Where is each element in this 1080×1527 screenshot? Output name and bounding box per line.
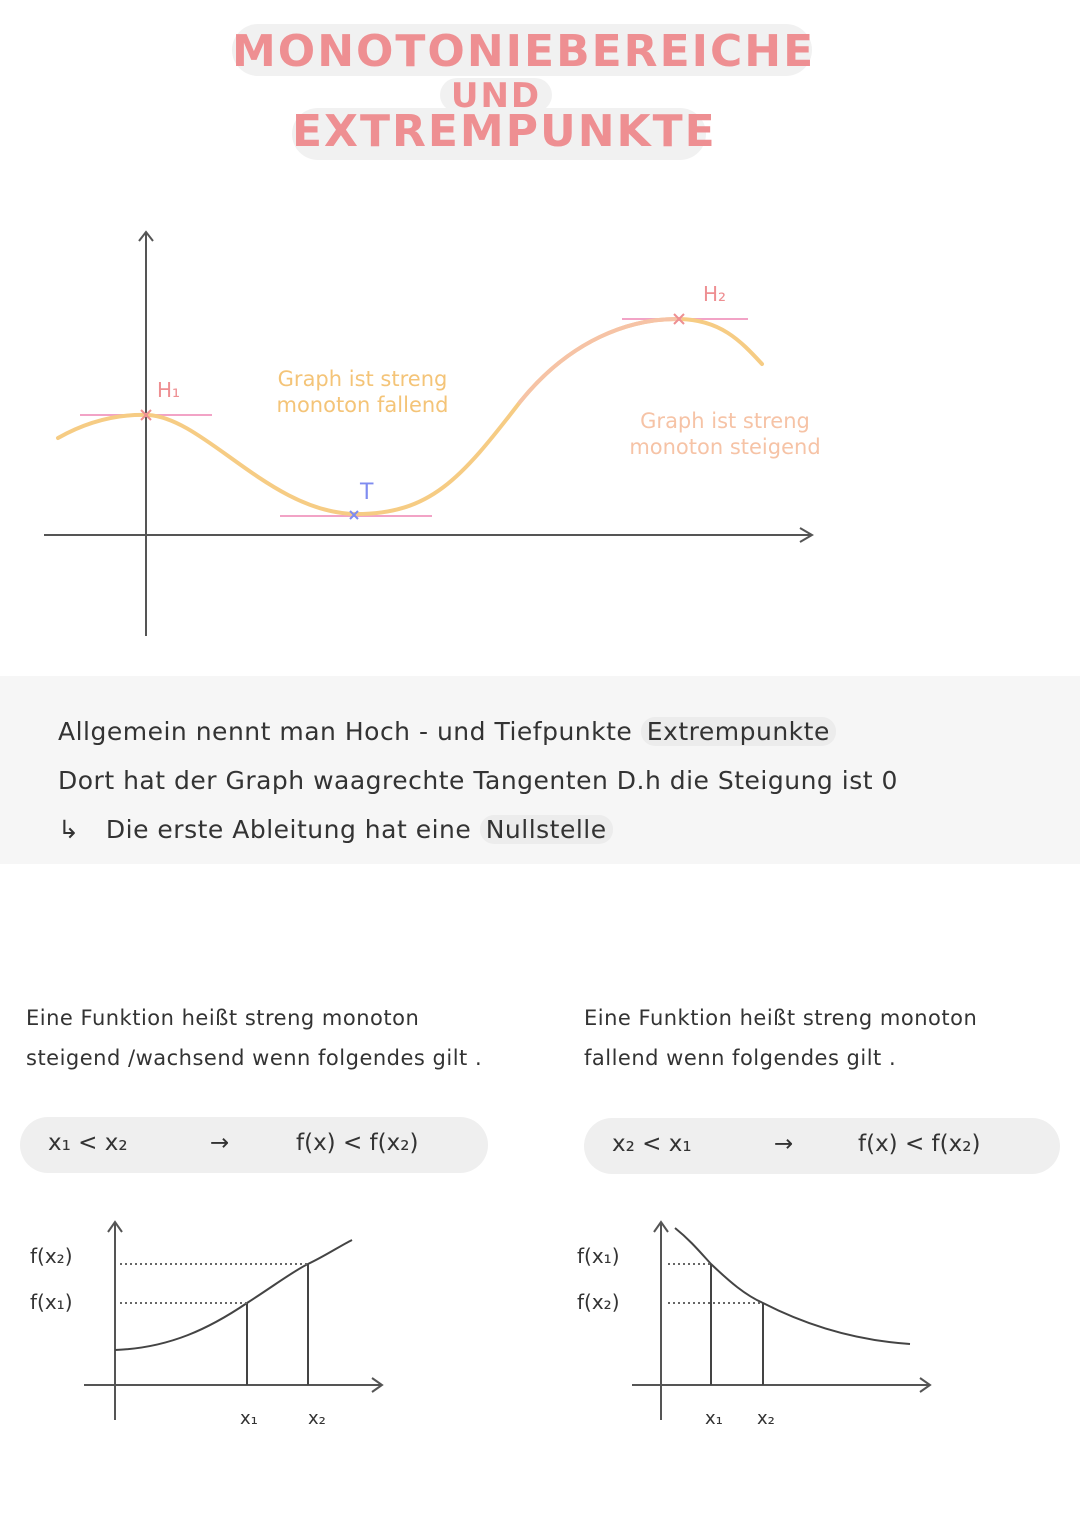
- right-y-label-bottom: f(x₂): [577, 1290, 620, 1314]
- left-y-label-top: f(x₂): [30, 1244, 73, 1268]
- left-cond-b: f(x) < f(x₂): [296, 1130, 419, 1156]
- note-highlight-nullstelle: Nullstelle: [480, 815, 613, 844]
- note-line2: Dort hat der Graph waagrechte Tangenten D.h die Steigung ist 0: [58, 766, 898, 795]
- falling-annotation: [250, 366, 475, 418]
- left-def-line2: steigend /wachsend wenn folgendes gilt .: [26, 1046, 483, 1070]
- rising-annotation-line1: Graph ist streng: [640, 409, 810, 433]
- note-highlight-extrempunkte: Extrempunkte: [641, 717, 836, 746]
- note-line1: [58, 717, 836, 746]
- page-title-line3: EXTREMPUNKTE: [292, 106, 717, 157]
- right-x-label-1: x₁: [705, 1408, 723, 1429]
- rising-segment: [520, 319, 680, 402]
- rising-annotation-line2: monoton steigend: [629, 435, 821, 459]
- right-definition: [584, 998, 1064, 1078]
- label-t: T: [360, 480, 374, 505]
- falling-annotation-line1: Graph ist streng: [277, 367, 448, 391]
- left-def-line1: Eine Funktion heißt streng monoton: [26, 1006, 420, 1030]
- left-cond-a: x₁ < x₂: [48, 1130, 128, 1156]
- left-x-label-2: x₂: [308, 1408, 326, 1429]
- note-line3: [58, 815, 613, 844]
- note-line3-text: Die erste Ableitung hat eine: [105, 815, 472, 844]
- left-cond-arrow-icon: →: [210, 1130, 230, 1156]
- falling-annotation-line2: monoton fallend: [276, 393, 449, 417]
- right-cond-a: x₂ < x₁: [612, 1131, 692, 1157]
- right-x-label-2: x₂: [757, 1408, 775, 1429]
- right-y-label-top: f(x₁): [577, 1244, 620, 1268]
- rising-annotation: [612, 408, 838, 460]
- right-condition-box: [584, 1118, 1060, 1174]
- right-def-line2: fallend wenn folgendes gilt .: [584, 1046, 897, 1070]
- note-line1-text: Allgemein nennt man Hoch - und Tiefpunkte: [58, 717, 633, 746]
- label-h1: H₁: [157, 378, 181, 402]
- return-arrow-icon: ↳: [58, 815, 80, 844]
- left-y-label-bottom: f(x₁): [30, 1290, 73, 1314]
- left-rising-curve: [115, 1240, 352, 1350]
- page-title-line2: UND: [450, 76, 542, 116]
- left-x-label-1: x₁: [240, 1408, 258, 1429]
- left-definition: [26, 998, 506, 1078]
- right-graph: [632, 1222, 930, 1420]
- right-def-line1: Eine Funktion heißt streng monoton: [584, 1006, 978, 1030]
- right-cond-b: f(x) < f(x₂): [858, 1131, 981, 1157]
- left-condition-box: [20, 1117, 488, 1173]
- right-cond-arrow-icon: →: [774, 1131, 794, 1157]
- page-title-line1: MONOTONIEBEREICHE: [232, 26, 816, 77]
- left-graph: [84, 1222, 382, 1420]
- label-h2: H₂: [703, 282, 727, 306]
